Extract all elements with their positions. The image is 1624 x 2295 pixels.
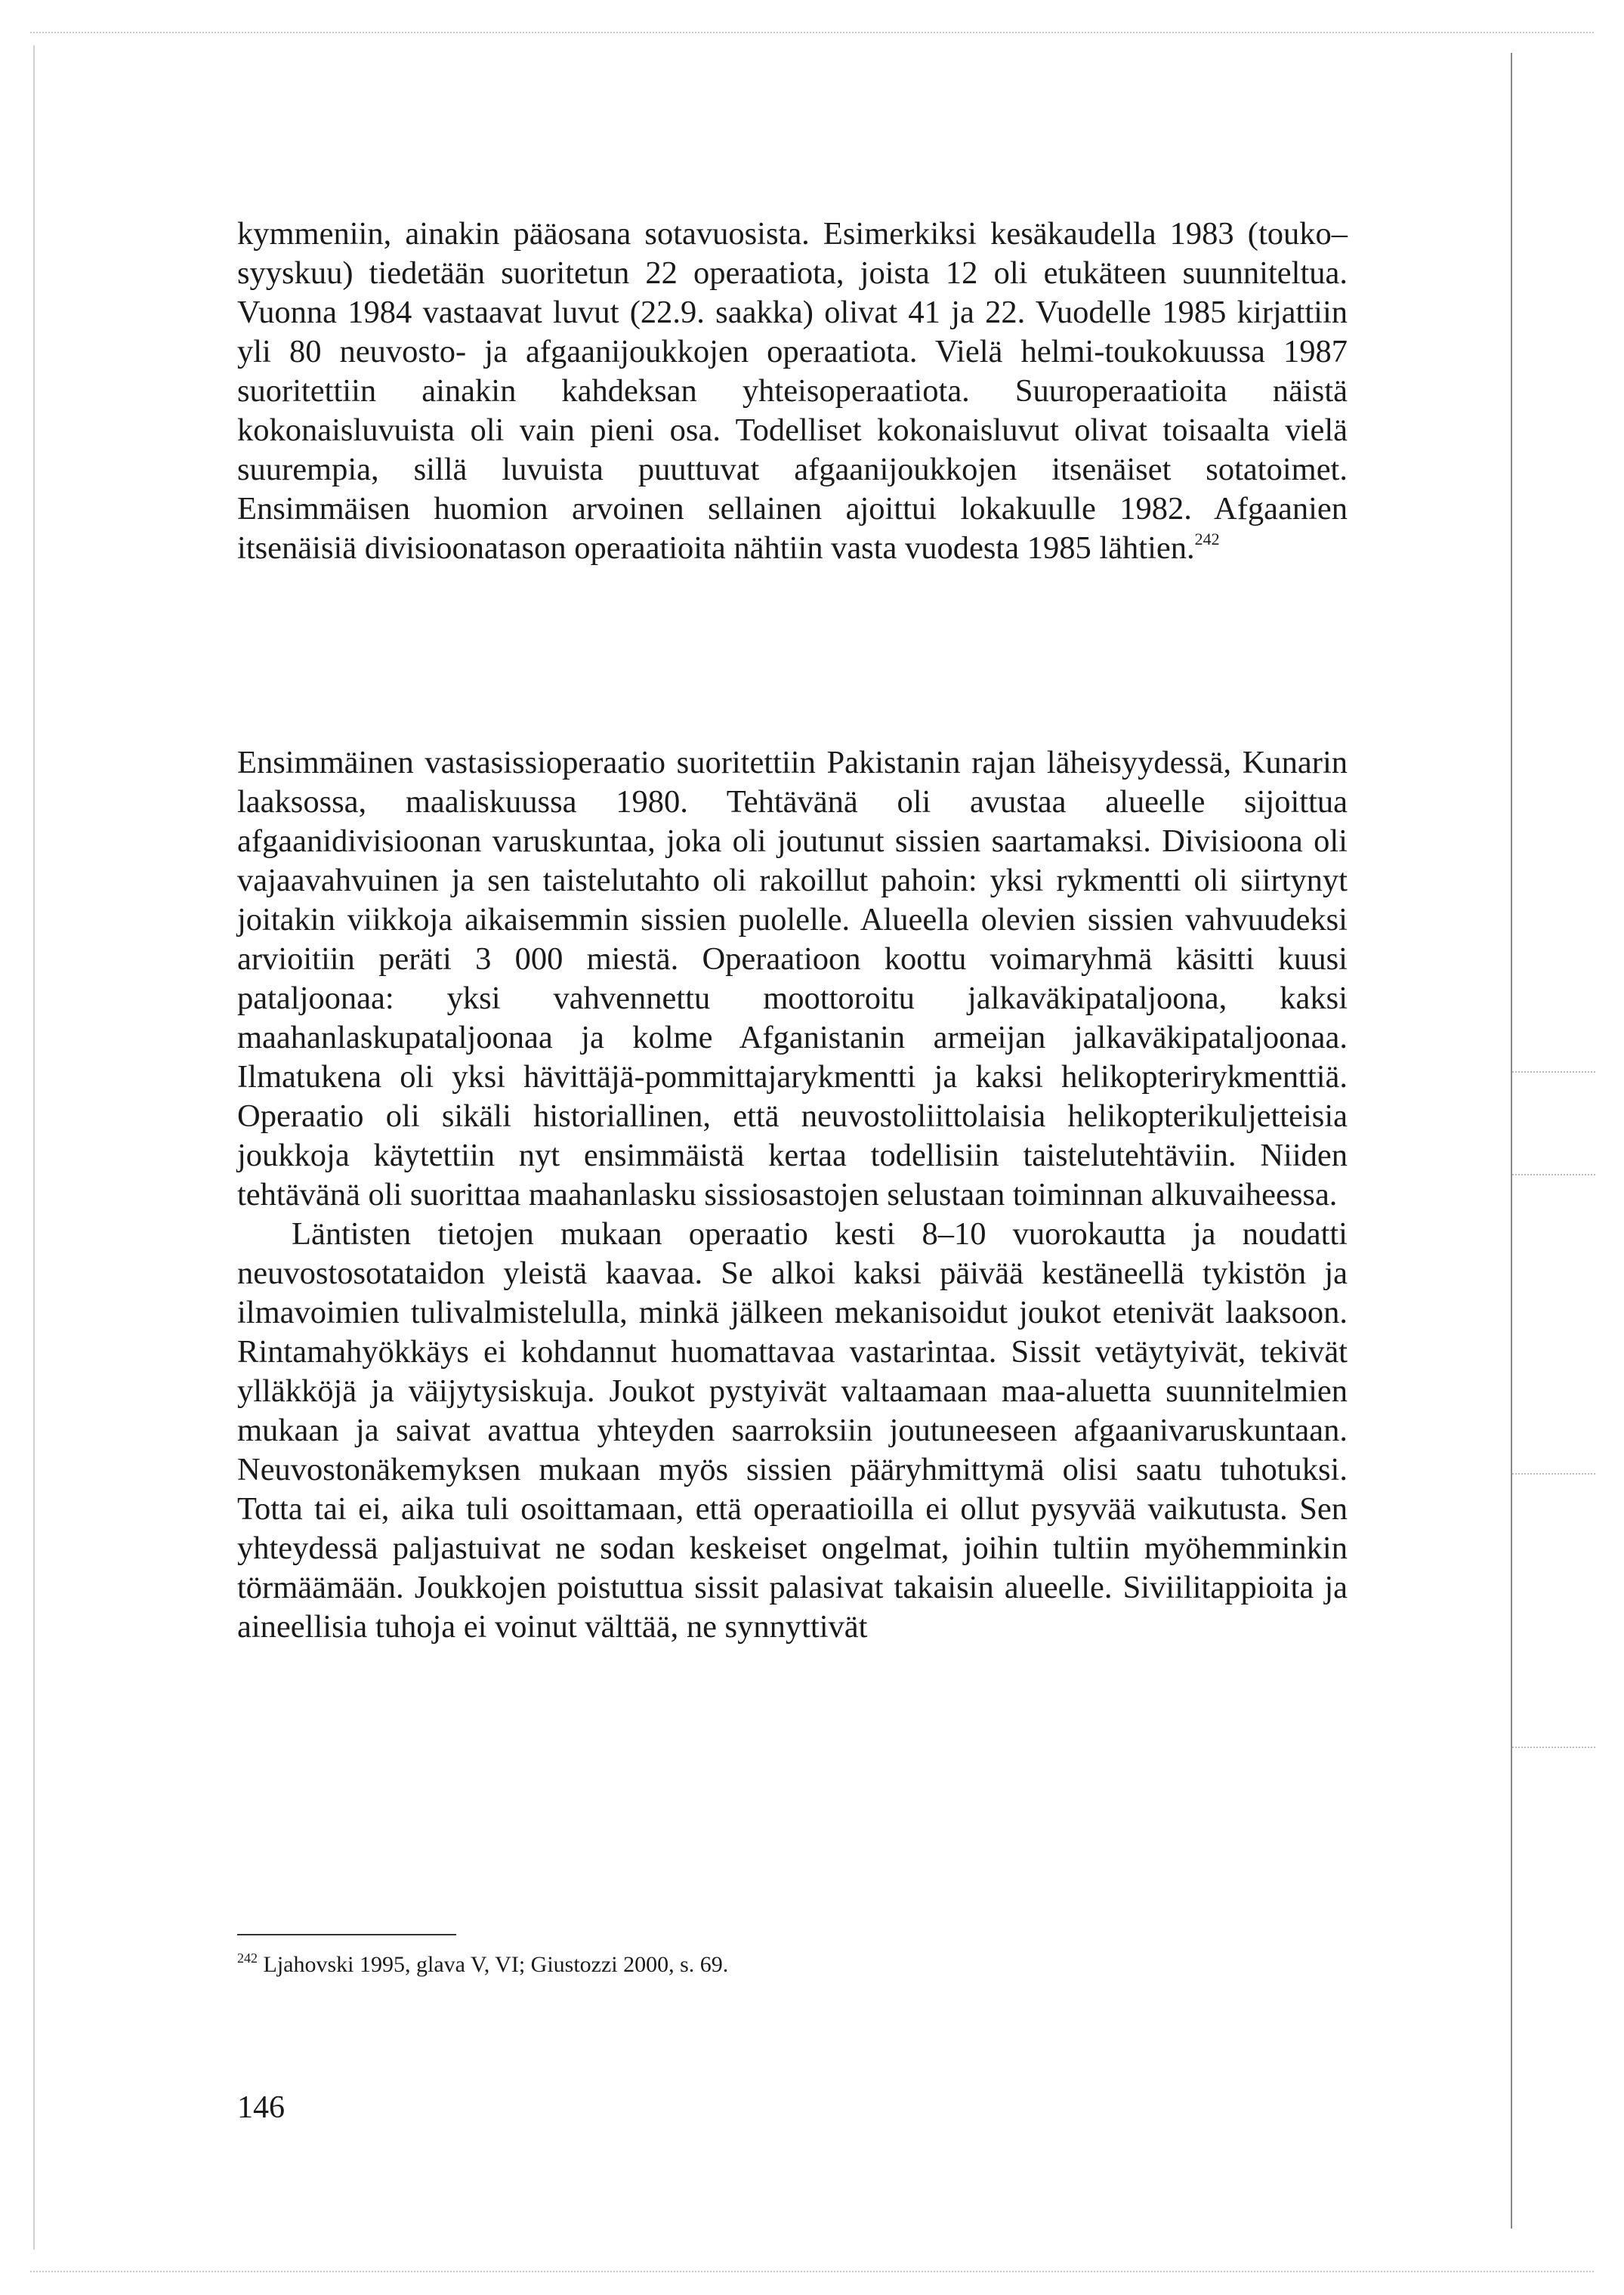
scan-margin-mark: [1512, 1473, 1595, 1475]
footnote-number: 242: [237, 1951, 258, 1966]
scan-margin-mark: [1512, 1174, 1595, 1175]
scan-edge-bottom: [30, 2271, 1594, 2272]
footnote-divider: [237, 1934, 456, 1935]
scan-margin-mark: [1512, 1071, 1595, 1073]
footnote-reference: 242: [1194, 530, 1220, 548]
page-number: 146: [237, 2090, 285, 2125]
footnote: [237, 1951, 1348, 1979]
paragraph-continuation: [237, 215, 1348, 568]
scan-edge-left: [33, 45, 35, 2250]
paragraph-3: Läntisten tietojen mukaan operaatio kesti 8–10 vuorokautta ja noudatti neuvostosotataidon yleistä kaavaa. Se alkoi kaksi päivää kestäneellä tykistön ja ilmavoimien tulivalmistelulla, minkä jälkeen mekanisoidut joukot etenivät laaksoon. Rintamahyökkäys ei kohdannut huomattavaa vastarintaa. Sissit vetäytyivät, tekivät ylläkköjä ja väijytysiskuja. Joukot pystyivät valtaamaan maa-aluetta suunnitelmien mukaan ja saivat avattua yhteyden saarroksiin joutuneeseen afgaanivaruskuntaan. Neuvostonäkemyksen mukaan myös sissien pääryhmittymä olisi saatu tuhotuksi. Totta tai ei, aika tuli osoittamaan, että operaatioilla ei ollut pysyvää vaikutusta. Sen yhteydessä paljastuivat ne sodan keskeiset ongelmat, joihin tultiin myöhemminkin törmäämään. Joukkojen poistuttua sissit palasivat takaisin alueelle. Siviilitappioita ja aineellisia tuhoja ei voinut välttää, ne synnyttivät: [237, 1216, 1348, 1645]
scan-edge-top: [30, 32, 1594, 33]
body-text-main: [237, 743, 1348, 1647]
scan-edge-right: [1511, 53, 1512, 2229]
footnote-text: Ljahovski 1995, glava V, VI; Giustozzi 2000, s. 69.: [263, 1952, 729, 1977]
scan-margin-mark: [1512, 1747, 1595, 1748]
paragraph-1-text: kymmeniin, ainakin pääosana sotavuosista. Esimerkiksi kesäkaudella 1983 (touko–syyskuu) tiedetään suoritetun 22 operaatiota, joista 12 oli etukäteen suunniteltua. Vuonna 1984 vastaavat luvut (22.9. saakka) olivat 41 ja 22. Vuodelle 1985 kirjattiin yli 80 neuvosto- ja afgaanijoukkojen operaatiota. Vielä helmi-toukokuussa 1987 suoritettiin ainakin kahdeksan yhteisoperaatiota. Suuroperaatioita näistä kokonaisluvuista oli vain pieni osa. Todelliset kokonaisluvut olivat toisaalta vielä suurempia, sillä luvuista puuttuvat afgaanijoukkojen itsenäiset sotatoimet. Ensimmäisen huomion arvoinen sellainen ajoittui lokakuulle 1982. Afgaanien itsenäisiä divisioonatason operaatioita nähtiin vasta vuodesta 1985 lähtien.: [237, 216, 1348, 566]
body-text-top: [237, 215, 1348, 568]
paragraph-2: Ensimmäinen vastasissioperaatio suoritettiin Pakistanin rajan läheisyydessä, Kunarin laaksossa, maaliskuussa 1980. Tehtävänä oli avustaa alueelle sijoittua afgaanidivisioonan varuskuntaa, joka oli joutunut sissien saartamaksi. Divisioona oli vajaavahvuinen ja sen taistelutahto oli rakoillut pahoin: yksi rykmentti oli siirtynyt joitakin viikkoja aikaisemmin sissien puolelle. Alueella olevien sissien vahvuudeksi arvioitiin peräti 3 000 miestä. Operaatioon koottu voimaryhmä käsitti kuusi pataljoonaa: yksi vahvennettu moottoroitu jalkaväkipataljoona, kaksi maahanlaskupataljoonaa ja kolme Afganistanin armeijan jalkaväkipataljoonaa. Ilmatukena oli yksi hävittäjä-pommittajarykmentti ja kaksi helikopterirykmenttiä. Operaatio oli sikäli historiallinen, että neuvostoliittolaisia helikopterikuljetteisia joukkoja käytettiin nyt ensimmäistä kertaa todellisiin taistelutehtäviin. Niiden tehtävänä oli suorittaa maahanlasku sissiosastojen selustaan toiminnan alkuvaiheessa.: [237, 745, 1348, 1212]
